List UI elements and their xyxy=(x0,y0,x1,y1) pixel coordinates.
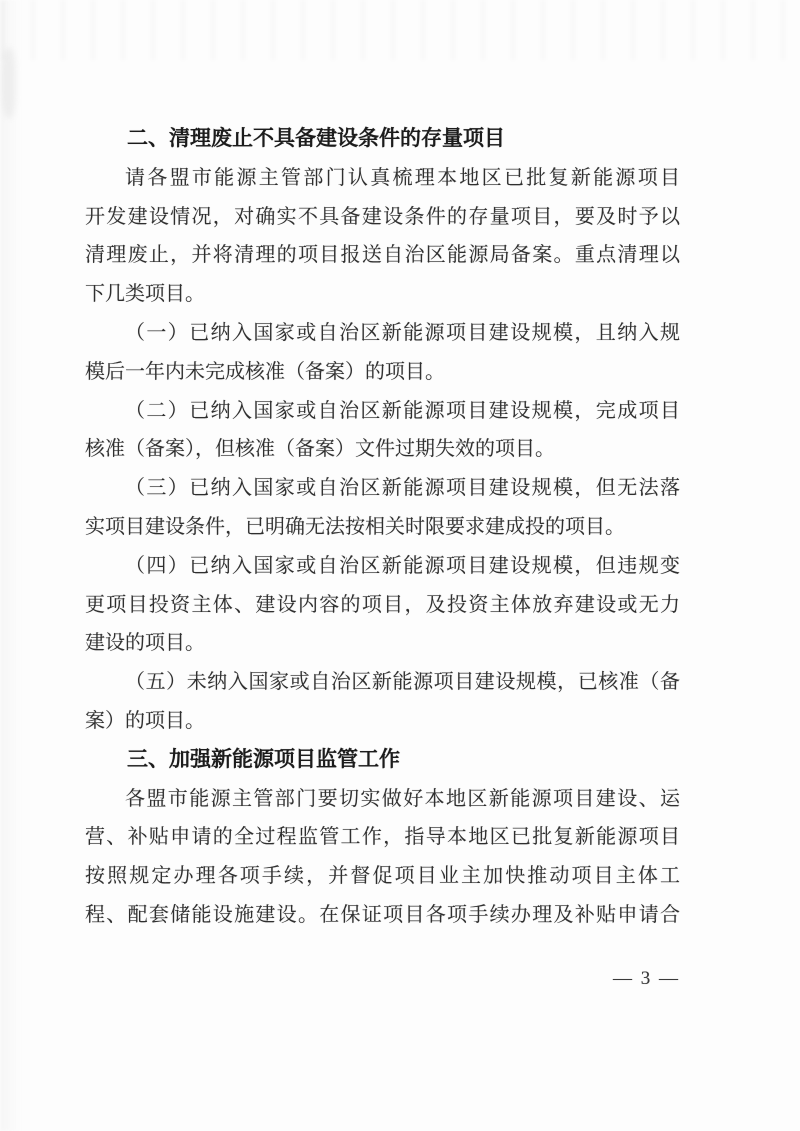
section-heading-2: 二、清理废止不具备建设条件的存量项目 xyxy=(127,127,505,150)
item-5-line: （五）未纳入国家或自治区新能源项目建设规模，已核准（备 xyxy=(125,671,680,694)
item-3-line: 实项目建设条件，已明确无法按相关时限要求建成投的项目。 xyxy=(85,515,625,538)
item-2-line: 核准（备案），但核准（备案）文件过期失效的项目。 xyxy=(85,438,555,461)
paragraph-line: 请各盟市能源主管部门认真梳理本地区已批复新能源项目 xyxy=(125,166,680,189)
item-4-line: 更项目投资主体、建设内容的项目，及投资主体放弃建设或无力 xyxy=(85,593,680,616)
item-2-line: （二）已纳入国家或自治区新能源项目建设规模，完成项目 xyxy=(125,399,680,422)
document-body xyxy=(85,0,680,999)
paragraph-line: 程、配套储能设施建设。在保证项目各项手续办理及补贴申请合 xyxy=(85,903,680,926)
scan-smudge xyxy=(2,48,16,118)
paragraph-line: 按照规定办理各项手续，并督促项目业主加快推动项目主体工 xyxy=(85,865,680,888)
page-number: — 3 — xyxy=(613,967,680,989)
item-4-line: 建设的项目。 xyxy=(85,632,205,655)
item-5-line: 案）的项目。 xyxy=(85,709,205,732)
item-1-line: （一）已纳入国家或自治区新能源项目建设规模，且纳入规 xyxy=(125,321,680,344)
item-3-line: （三）已纳入国家或自治区新能源项目建设规模，但无法落 xyxy=(125,477,680,500)
item-4-line: （四）已纳入国家或自治区新能源项目建设规模，但违规变 xyxy=(125,554,680,577)
section-heading-3: 三、加强新能源项目监管工作 xyxy=(127,747,400,771)
paragraph-line: 开发建设情况，对确实不具备建设条件的存量项目，要及时予以 xyxy=(85,205,680,228)
paragraph-line: 各盟市能源主管部门要切实做好本地区新能源项目建设、运 xyxy=(125,787,680,810)
paragraph-line: 清理废止，并将清理的项目报送自治区能源局备案。重点清理以 xyxy=(85,244,680,267)
item-1-line: 模后一年内未完成核准（备案）的项目。 xyxy=(85,360,445,383)
paragraph-line: 下几类项目。 xyxy=(85,283,205,306)
scan-noise-left xyxy=(0,0,22,1131)
paragraph-line: 营、补贴申请的全过程监管工作，指导本地区已批复新能源项目 xyxy=(85,826,680,849)
